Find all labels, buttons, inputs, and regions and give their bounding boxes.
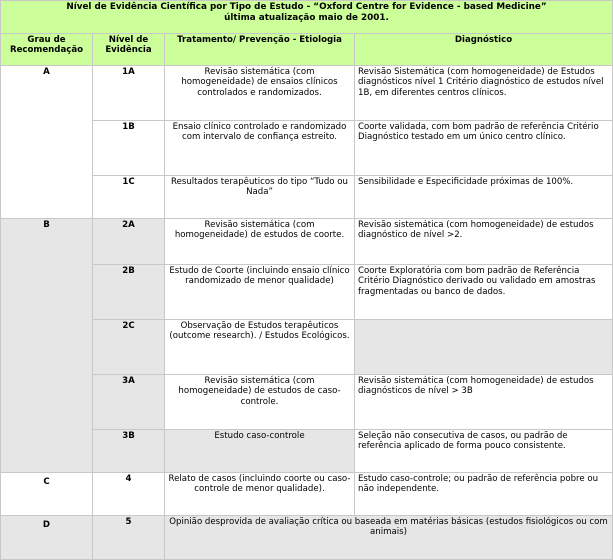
- level-cell: 1B: [93, 121, 165, 176]
- diagnosis-cell: Sensibilidade e Especificidade próximas de 100%.: [355, 176, 613, 219]
- table-row: [1, 375, 613, 430]
- level-cell: 3A: [93, 375, 165, 430]
- level-cell: 3B: [93, 430, 165, 473]
- level-cell: 2B: [93, 265, 165, 320]
- diagnosis-cell: Coorte Exploratória com bom padrão de Referência Critério Diagnóstico derivado ou validado em amostras fragmentadas ou banco de dados.: [355, 265, 613, 320]
- table-title: [1, 1, 613, 34]
- treatment-cell: Revisão sistemática (com homogeneidade) de estudos de coorte.: [165, 219, 355, 265]
- treatment-cell: Estudo de Coorte (incluindo ensaio clínico randomizado de menor qualidade): [165, 265, 355, 320]
- diagnosis-cell: Coorte validada, com bom padrão de referência Critério Diagnóstico testado em um único centro clínico.: [355, 121, 613, 176]
- table-title-line-2: última atualização maio de 2001.: [224, 12, 389, 23]
- table-row: [1, 176, 613, 219]
- table-row: [1, 121, 613, 176]
- table-row: [1, 430, 613, 473]
- header-row: [1, 34, 613, 66]
- diagnosis-cell: Estudo caso-controle; ou padrão de referência pobre ou não independente.: [355, 473, 613, 516]
- level-cell: 4: [93, 473, 165, 516]
- header-grade: Grau de Recomendação: [1, 34, 93, 66]
- table-row: [1, 219, 613, 265]
- grade-cell-b: B: [1, 219, 93, 473]
- table-title-line-1: Nível de Evidência Científica por Tipo de Estudo - “Oxford Centre for Evidence - based Medicine”: [66, 2, 547, 12]
- grade-cell-a: A: [1, 66, 93, 219]
- treatment-cell: Revisão sistemática (com homogeneidade) de ensaios clínicos controlados e randomizados.: [165, 66, 355, 121]
- treatment-cell: Resultados terapêuticos do tipo “Tudo ou Nada”: [165, 176, 355, 219]
- treatment-cell: Revisão sistemática (com homogeneidade) de estudos de caso-controle.: [165, 375, 355, 430]
- diagnosis-cell: Revisão sistemática (com homogeneidade) de estudos diagnóstico de nível >2.: [355, 219, 613, 265]
- diagnosis-cell: Seleção não consecutiva de casos, ou padrão de referência aplicado de forma pouco consistente.: [355, 430, 613, 473]
- header-treatment: Tratamento/ Prevenção - Etiologia: [165, 34, 355, 66]
- diagnosis-cell: Revisão sistemática (com homogeneidade) de estudos diagnósticos de nível > 3B: [355, 375, 613, 430]
- header-level: Nível de Evidência: [93, 34, 165, 66]
- level-cell: 2C: [93, 320, 165, 375]
- treatment-cell: Ensaio clínico controlado e randomizado com intervalo de confiança estreito.: [165, 121, 355, 176]
- treatment-cell: Relato de casos (incluindo coorte ou caso-controle de menor qualidade).: [165, 473, 355, 516]
- level-cell: 1C: [93, 176, 165, 219]
- table-row: [1, 66, 613, 121]
- table-row: [1, 320, 613, 375]
- table-row: [1, 265, 613, 320]
- table-row: [1, 473, 613, 516]
- table-row: [1, 516, 613, 560]
- level-cell: 1A: [93, 66, 165, 121]
- treatment-cell: Estudo caso-controle: [165, 430, 355, 473]
- diagnosis-cell: [355, 320, 613, 375]
- level-cell: 2A: [93, 219, 165, 265]
- treatment-cell: Observação de Estudos terapêuticos (outcome research). / Estudos Ecológicos.: [165, 320, 355, 375]
- level-cell: 5: [93, 516, 165, 560]
- diagnosis-cell: Revisão Sistemática (com homogeneidade) de Estudos diagnósticos nível 1 Critério diagnóstico de estudos nível 1B, em diferentes centros clínicos.: [355, 66, 613, 121]
- grade-cell-d: D: [1, 516, 93, 560]
- header-diagnosis: Diagnóstico: [355, 34, 613, 66]
- title-row: [1, 1, 613, 34]
- grade-cell-c: C: [1, 473, 93, 516]
- merged-description-cell: Opinião desprovida de avaliação crítica ou baseada em matérias básicas (estudos fisiológicos ou com animais): [165, 516, 613, 560]
